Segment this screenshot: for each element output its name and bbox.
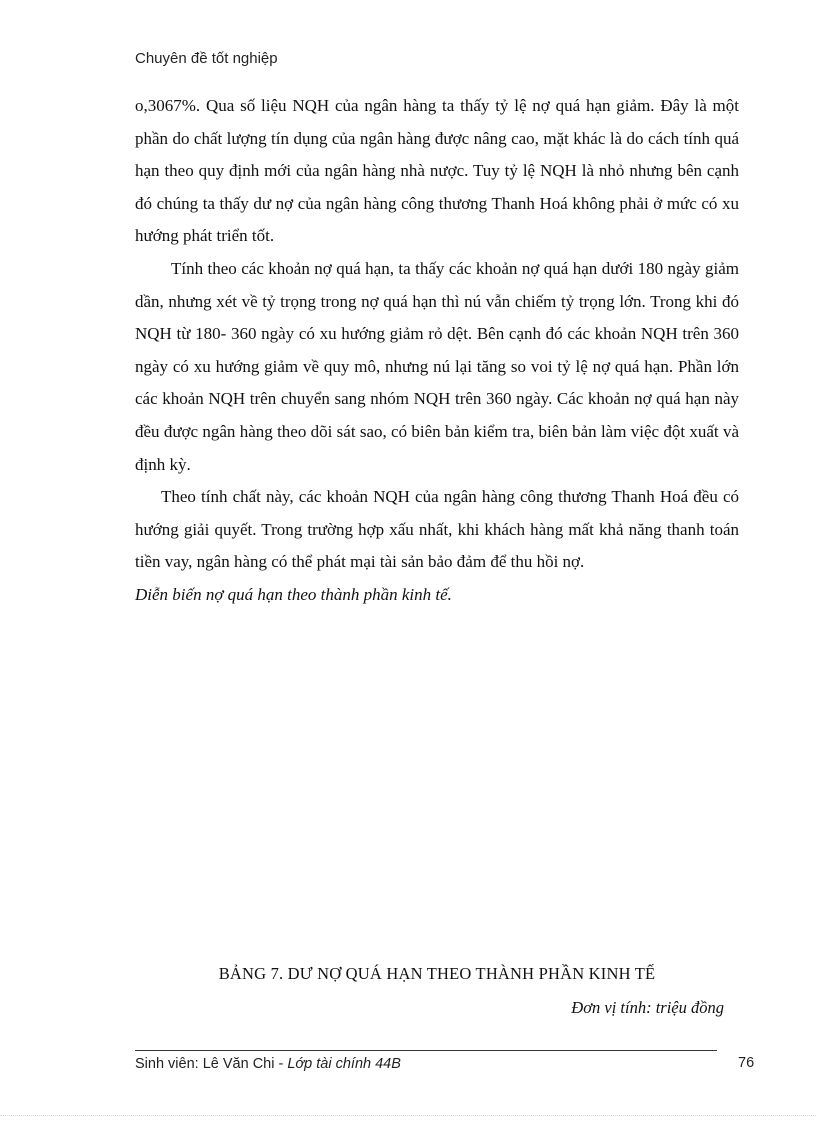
footer-author bbox=[135, 1056, 401, 1072]
body-text bbox=[135, 90, 739, 612]
table-title: BẢNG 7. DƯ NỢ QUÁ HẠN THEO THÀNH PHẦN KINH TẾ bbox=[218, 964, 656, 983]
paragraph-2: Tính theo các khoản nợ quá hạn, ta thấy các khoản nợ quá hạn dưới 180 ngày giảm dần, nhưng xét về tỷ trọng trong nợ quá hạn thì nú vẫn chiếm tỷ trọng lớn. Trong khi đó NQH từ 180- 360 ngày có xu hướng giảm rỏ dệt. Bên cạnh đó các khoản NQH trên 360 ngày có xu hướng giảm về quy mô, nhưng nú lại tăng so voi tỷ lệ nợ quá hạn. Phần lớn các khoản NQH trên chuyển sang nhóm NQH trên 360 ngày. Các khoản nợ quá hạn này đều được ngân hàng theo dõi sát sao, có biên bản kiểm tra, biên bản làm việc đột xuất và định kỳ. bbox=[135, 258, 739, 474]
paragraph-3: Theo tính chất này, các khoản NQH của ngân hàng công thương Thanh Hoá đều có hướng giải quyết. Trong trường hợp xấu nhất, khi khách hàng mất khả năng thanh toán tiền vay, ngân hàng có thể phát mại tài sản bảo đảm để thu hồi nợ. bbox=[135, 487, 739, 572]
page-bottom-edge bbox=[0, 1115, 816, 1116]
page-header: Chuyên đề tốt nghiệp bbox=[135, 50, 278, 67]
page-number: 76 bbox=[738, 1055, 755, 1071]
paragraph-1: o,3067%. Qua số liệu NQH của ngân hàng ta thấy tỷ lệ nợ quá hạn giảm. Đây là một phần do chất lượng tín dụng của ngân hàng được nâng cao, mặt khác là do cách tính quá hạn theo quy định mới của ngân hàng nhà nược. Tuy tỷ lệ NQH là nhỏ nhưng bên cạnh đó chúng ta thấy dư nợ của ngân hàng công thương Thanh Hoá không phải ở mức có xu hướng phát triển tốt. bbox=[135, 96, 739, 246]
footer-divider bbox=[135, 1050, 717, 1051]
footer-student: Sinh viên: Lê Văn Chi - bbox=[135, 1056, 288, 1072]
footer-class: Lớp tài chính 44B bbox=[287, 1056, 401, 1072]
section-caption: Diễn biến nợ quá hạn theo thành phần kinh tế. bbox=[135, 584, 452, 604]
unit-label: Đơn vị tính: triệu đồng bbox=[571, 998, 724, 1017]
